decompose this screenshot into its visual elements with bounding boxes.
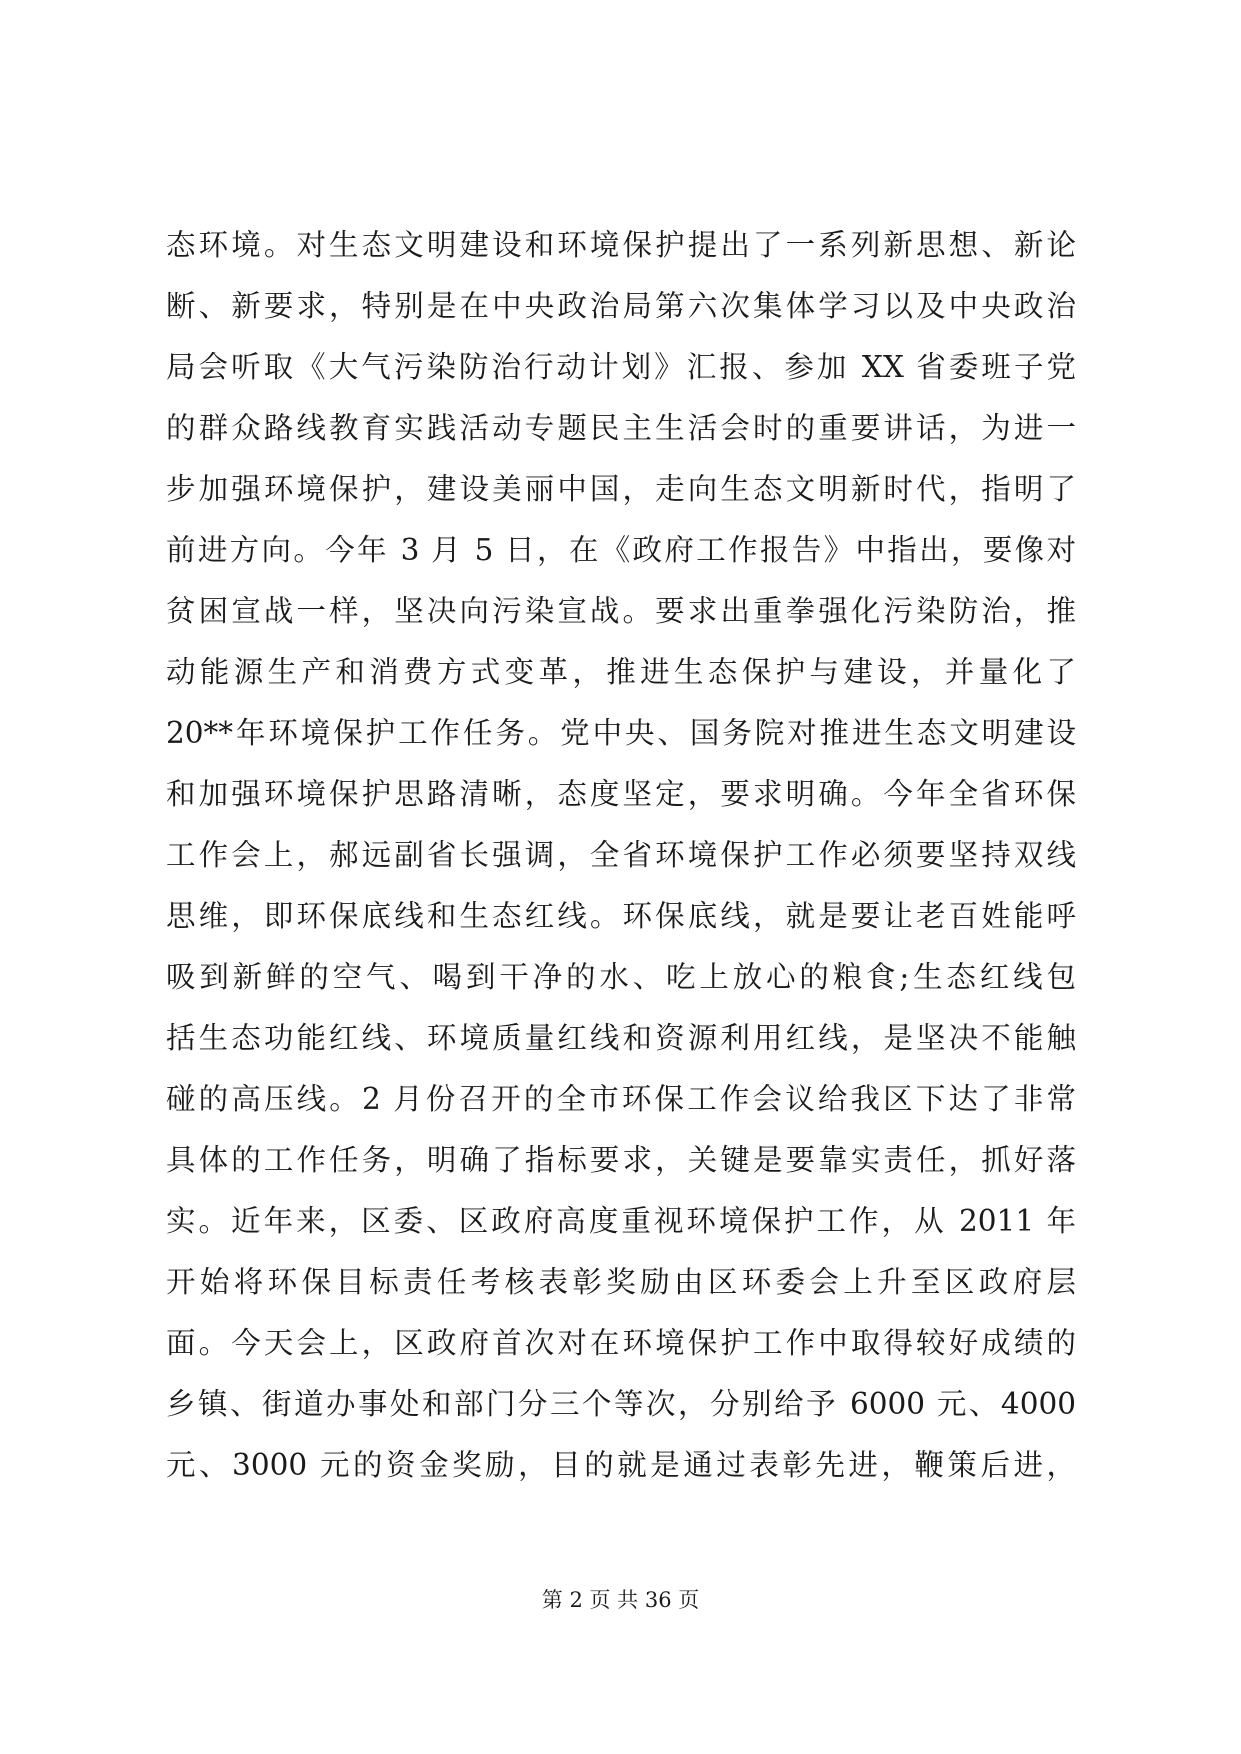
text-line-7: 贫困宣战一样，坚决向污染宣战。要求出重拳强化污染防治，推 [166, 594, 1076, 628]
text-line-17: 实。近年来，区委、区政府高度重视环境保护工作，从 2011 年 [166, 1204, 1076, 1238]
text-line-10: 和加强环境保护思路清晰，态度坚定，要求明确。今年全省环保 [166, 777, 1076, 811]
text-line-2: 断、新要求，特别是在中央政治局第六次集体学习以及中央政治 [166, 289, 1076, 323]
text-line-18: 开始将环保目标责任考核表彰奖励由区环委会上升至区政府层 [166, 1265, 1076, 1299]
text-line-21: 元、3000 元的资金奖励，目的就是通过表彰先进，鞭策后进， [166, 1448, 1076, 1482]
text-line-12: 思维，即环保底线和生态红线。环保底线，就是要让老百姓能呼 [166, 899, 1076, 933]
text-line-6: 前进方向。今年 3 月 5 日，在《政府工作报告》中指出，要像对 [166, 533, 1076, 567]
text-line-9: 20**年环境保护工作任务。党中央、国务院对推进生态文明建设 [166, 716, 1076, 750]
page-number-footer: 第 2 页 共 36 页 [541, 1588, 700, 1612]
text-line-19: 面。今天会上，区政府首次对在环境保护工作中取得较好成绩的 [166, 1326, 1076, 1360]
text-line-13: 吸到新鲜的空气、喝到干净的水、吃上放心的粮食;生态红线包 [166, 960, 1076, 994]
text-line-1: 态环境。对生态文明建设和环境保护提出了一系列新思想、新论 [166, 228, 1076, 262]
text-line-20: 乡镇、街道办事处和部门分三个等次，分别给予 6000 元、4000 [166, 1387, 1076, 1421]
text-line-5: 步加强环境保护，建设美丽中国，走向生态文明新时代，指明了 [166, 472, 1076, 506]
text-line-4: 的群众路线教育实践活动专题民主生活会时的重要讲话，为进一 [166, 411, 1076, 445]
text-line-8: 动能源生产和消费方式变革，推进生态保护与建设，并量化了 [166, 655, 1076, 689]
text-line-15: 碰的高压线。2 月份召开的全市环保工作会议给我区下达了非常 [166, 1082, 1076, 1116]
text-line-11: 工作会上，郝远副省长强调，全省环境保护工作必须要坚持双线 [166, 838, 1076, 872]
text-line-3: 局会听取《大气污染防治行动计划》汇报、参加 XX 省委班子党 [166, 350, 1076, 384]
text-line-14: 括生态功能红线、环境质量红线和资源利用红线，是坚决不能触 [166, 1021, 1076, 1055]
text-line-16: 具体的工作任务，明确了指标要求，关键是要靠实责任，抓好落 [166, 1143, 1076, 1177]
